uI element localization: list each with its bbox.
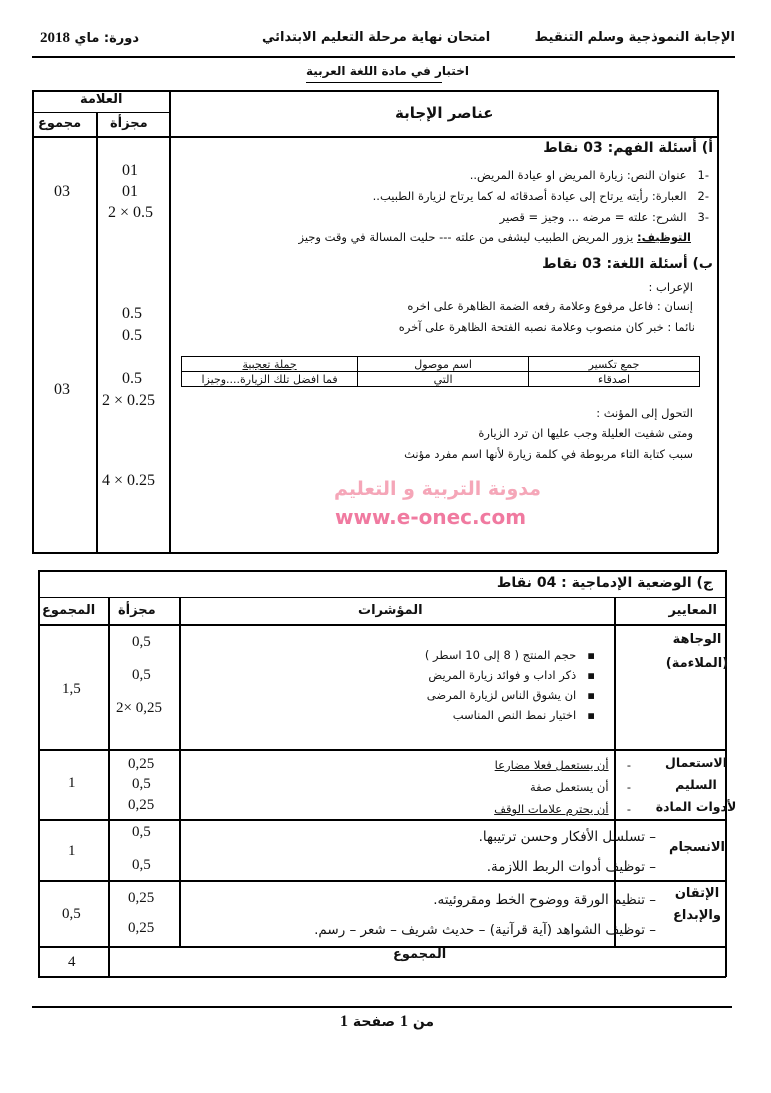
item-text: الشرح: علته = مرضه ... وجيز = قصير	[499, 210, 687, 224]
page-label: صفحة	[352, 1014, 396, 1030]
section-a-tawzif	[298, 230, 691, 244]
r2-partial-2: 0,5	[132, 776, 151, 792]
footer-rule	[32, 1006, 732, 1008]
indicator: - أن يستعمل فعلا مضارعا	[494, 758, 631, 772]
r1-partial-2: 0,5	[132, 667, 151, 683]
item-number: -2	[697, 189, 709, 203]
b-partial-3: 0.5	[122, 370, 142, 387]
header-session	[40, 30, 139, 47]
item-text: العبارة: رأيته يرتاح إلى عيادة أصدقائه له كما يرتاح لزيارة الطبيب..	[372, 189, 687, 203]
r4-total: 0,5	[62, 906, 81, 922]
header-center-title: امتحان نهاية مرحلة التعليم الابتدائي	[262, 30, 491, 45]
indicator: – تنظيم الورقة ووضوح الخط ومقروئيته.	[433, 892, 656, 908]
indicators-header: المؤشرات	[358, 603, 423, 618]
correct-use-indicators	[494, 754, 631, 820]
criterion-mastery: الإتقان والإبداع	[673, 886, 721, 923]
answers-header: عناصر الإجابة	[395, 104, 494, 122]
item-text: عنوان النص: زيارة المريض او عيادة المريض..	[469, 168, 687, 182]
r3-total: 1	[68, 843, 76, 859]
indicator: - أن يحترم علامات الوقف	[494, 802, 631, 816]
a-partial-2: 01	[122, 183, 138, 200]
watermark-url: www.e-onec.com	[335, 505, 527, 529]
irab-line-2: نائما : خبر كان منصوب وعلامة نصبه الفتحة الظاهرة على آخره	[398, 320, 695, 334]
item-number: -3	[697, 210, 709, 224]
irab-line-1: إنسان : فاعل مرفوع وعلامة رفعه الضمة الظاهرة على اخره	[407, 299, 693, 313]
language-grid	[181, 356, 700, 387]
criterion-correct-use: الاستعمال السليم لأدوات المادة	[655, 755, 737, 814]
grid-value-exclamation: فما افضل تلك الزيارة....وجيزا	[182, 372, 358, 387]
total-header: مجموع	[38, 116, 82, 131]
r2-total: 1	[68, 775, 76, 791]
mastery-indicators	[314, 885, 656, 945]
page-number: 1	[399, 1013, 408, 1030]
section-a-item-2	[373, 189, 709, 203]
mark-header: العلامة	[80, 92, 123, 107]
section-a-title: أ) أسئلة الفهم: 03 نقاط	[543, 140, 713, 156]
grid-header-exclamation: جملة تعجبية	[182, 357, 358, 372]
b-total: 03	[54, 381, 70, 398]
tawzif-label: التوظيف:	[637, 230, 691, 244]
partial2-header: مجزأة	[118, 603, 156, 618]
b-partial-2: 0.5	[122, 327, 142, 344]
b-partial-1: 0.5	[122, 305, 142, 322]
item-number: -1	[697, 168, 709, 182]
r1-partial-3: 2× 0,25	[116, 700, 162, 716]
grid-value-plural: اصدقاء	[529, 372, 700, 387]
r2-partial-1: 0,25	[128, 756, 155, 772]
indicator: ▪ ان يشوق الناس لزيارة المرضى	[426, 688, 595, 702]
feminine-title: التحول إلى المؤنث :	[596, 406, 693, 420]
session-label: دورة: ماي	[74, 31, 140, 46]
grid-value-relative: التي	[358, 372, 529, 387]
page-indicator	[340, 1013, 434, 1031]
rubric-title: ج) الوضعية الإدماجية : 04 نقاط	[496, 575, 713, 591]
a-partial-3: 2 × 0.5	[108, 204, 154, 221]
section-b-title: ب) أسئلة اللغة: 03 نقاط	[542, 256, 713, 272]
indicator: ▪ اختيار نمط النص المناسب	[452, 708, 595, 722]
session-year: 2018	[40, 30, 70, 46]
r4-partial-1: 0,25	[128, 890, 155, 906]
page-total: 1	[340, 1013, 348, 1030]
watermark-blog-name: مدونة التربية و التعليم	[334, 478, 542, 500]
indicator: – تسلسل الأفكار وحسن ترتيبها.	[478, 829, 656, 845]
criterion-coherence: الانسجام	[668, 840, 726, 855]
header-rule	[32, 56, 735, 58]
b-partial-5: 4 × 0.25	[102, 472, 156, 489]
a-partial-1: 01	[122, 162, 138, 179]
tawzif-text: يزور المريض الطبيب ليشفى من علته --- حليت المسالة في وقت وجيز	[298, 230, 637, 244]
section-a-item-1	[470, 168, 709, 182]
criteria-header: المعايير	[668, 603, 717, 618]
a-total: 03	[54, 183, 70, 200]
grid-header-plural: جمع تكسير	[529, 357, 700, 372]
sum-label: المجموع	[393, 947, 447, 962]
indicator: - أن يستعمل صفة	[530, 780, 631, 794]
feminine-text: ومتى شفيت العليلة وجب عليها ان ترد الزيارة	[478, 426, 693, 440]
r4-partial-2: 0,25	[128, 920, 155, 936]
r3-partial-2: 0,5	[132, 857, 151, 873]
page-of-label: من	[412, 1014, 435, 1030]
relevance-indicators	[425, 645, 595, 725]
indicator: ▪ حجم المنتج ( 8 إلى 10 اسطر )	[424, 648, 595, 662]
indicator: – توظيف الشواهد (آية قرآنية) – حديث شريف – شعر – رسم.	[314, 922, 656, 938]
sum-value: 4	[68, 954, 76, 970]
coherence-indicators	[479, 822, 656, 882]
r1-partial-1: 0,5	[132, 634, 151, 650]
indicator: ▪ ذكر اداب و فوائد زيارة المريض	[428, 668, 595, 682]
total2-header: المجموع	[42, 603, 96, 618]
r2-partial-3: 0,25	[128, 797, 155, 813]
taa-reason: سبب كتابة التاء مربوطة في كلمة زيارة لأنها اسم مفرد مؤنث	[404, 447, 693, 461]
r3-partial-1: 0,5	[132, 824, 151, 840]
grid-header-relative: اسم موصول	[358, 357, 529, 372]
b-partial-4: 2 × 0.25	[102, 392, 156, 409]
header-right-title: الإجابة النموذجية وسلم التنقيط	[534, 30, 735, 45]
partial-header: مجزأة	[110, 116, 148, 131]
r1-total: 1,5	[62, 681, 81, 697]
indicator: – توظيف أدوات الربط اللازمة.	[486, 859, 656, 875]
section-a-item-3	[500, 210, 709, 224]
subject-underline	[306, 82, 442, 83]
exam-subject: اختبار في مادة اللغة العربية	[306, 64, 469, 78]
irab-title: الإعراب :	[648, 280, 693, 294]
criterion-relevance: الوجاهة (الملاءمة)	[665, 632, 729, 671]
